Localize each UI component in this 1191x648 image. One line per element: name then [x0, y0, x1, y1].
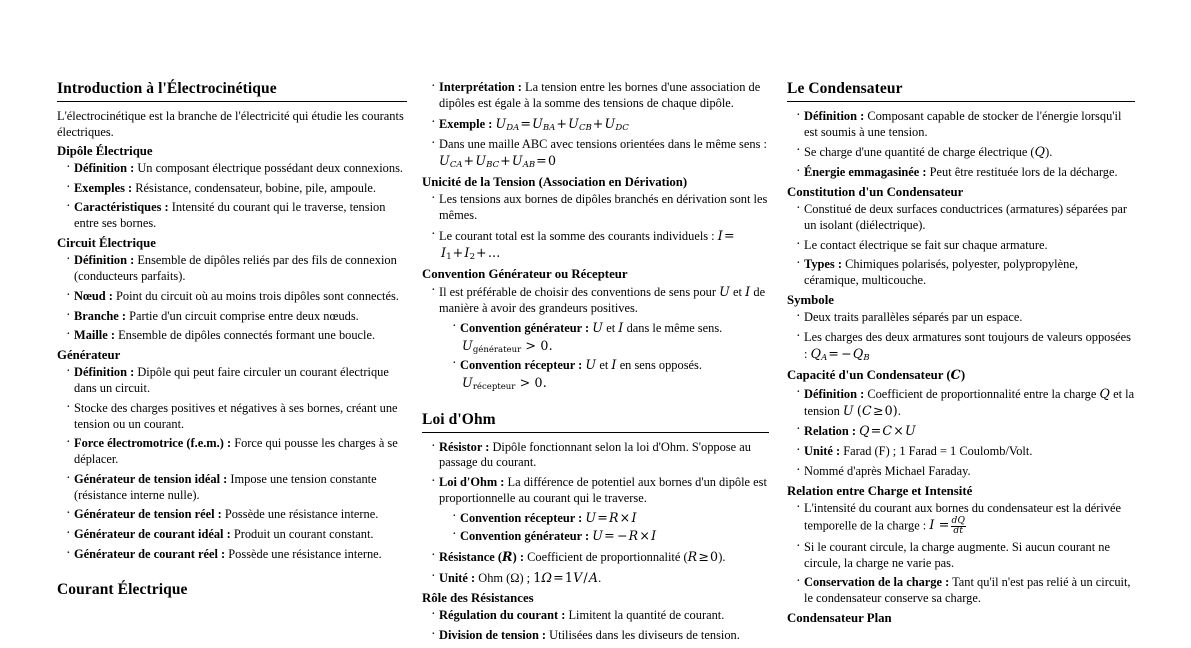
subscript-recepteur: récepteur	[472, 382, 516, 392]
formula-i-equals-dqdt	[929, 515, 967, 536]
item-label: Définition :	[74, 160, 135, 175]
list-item	[797, 202, 1135, 234]
list-item	[67, 200, 407, 232]
list-item	[67, 309, 407, 325]
list-interpretation	[422, 80, 769, 171]
item-label: Générateur de courant idéal :	[74, 527, 231, 542]
item-label-b: ) :	[512, 550, 525, 565]
var-u: U	[462, 375, 473, 391]
item-label: Nœud :	[74, 288, 113, 303]
list-item	[67, 365, 407, 397]
item-text: Tant qu'il n'est pas relié à un circuit, le condensateur conserve sa charge.	[804, 575, 1131, 606]
list-item	[67, 436, 407, 468]
subheading-condensateur-plan: Condensateur Plan	[787, 610, 892, 625]
item-label: Générateur de courant réel :	[74, 546, 226, 561]
item-label: Définition :	[74, 253, 135, 268]
item-text: Possède une résistance interne.	[224, 507, 379, 522]
list-dipole-electrique	[57, 161, 407, 232]
item-text-b: ).	[718, 550, 726, 565]
list-item	[432, 192, 769, 224]
item-text: Dipôle fonctionnant selon la loi d'Ohm. S'oppose au passage du courant.	[439, 439, 751, 470]
item-text: Constitué de deux surfaces conductrices (armatures) séparées par un isolant (diélectrique).	[804, 202, 1128, 232]
list-item-charge	[797, 144, 1135, 161]
list-item-unite-ohm	[432, 570, 769, 587]
item-label: Division de tension :	[439, 627, 547, 642]
list-item	[67, 547, 407, 563]
item-text: La tension entre les bornes d'une association de dipôles est égale à la somme des tensions de chaque dipôle.	[439, 80, 761, 110]
item-label: Exemple :	[439, 116, 493, 131]
item-text: Chimiques polarisés, polyester, polypropylène, céramique, multicouche.	[804, 257, 1078, 288]
var-r: R	[501, 549, 513, 565]
list-capacite	[787, 386, 1135, 480]
item-label: Générateur de tension idéal :	[74, 471, 228, 486]
column-middle	[422, 80, 769, 648]
title-part-b: )	[960, 368, 966, 383]
formula-charges-opposees: $Q_A= -Q_B$	[810, 345, 870, 363]
list-item	[67, 472, 407, 504]
section-title-condensateur: Le Condensateur	[787, 80, 903, 97]
list-item	[67, 181, 407, 197]
list-item	[67, 289, 407, 305]
list-item	[67, 401, 407, 433]
item-text-a: Coefficient de proportionnalité entre la charge	[867, 386, 1097, 401]
subheading-dipole-electrique: Dipôle Électrique	[57, 143, 153, 158]
list-constitution	[787, 202, 1135, 289]
list-convention	[422, 284, 769, 392]
list-generateur	[57, 365, 407, 562]
formula-exemple-tension: $U_{DA}=U_{BA}+U_{CB}+U_{DC}$	[495, 115, 629, 133]
conjunction: et	[606, 320, 616, 335]
section-title-introduction: Introduction à l'Électrocinétique	[57, 80, 277, 97]
item-label: Convention générateur :	[460, 529, 590, 544]
list-item	[432, 80, 769, 112]
item-label: Énergie emmagasinée :	[804, 165, 927, 180]
item-text: Peut être restituée lors de la décharge.	[929, 165, 1118, 180]
formula-capacite-nonneg: (C≥0)	[856, 402, 898, 418]
item-label: Unité :	[804, 444, 841, 459]
formula-ohm-generateur: U= −R×I	[592, 528, 657, 544]
var-u: U	[592, 319, 604, 335]
item-text: Possède une résistance interne.	[228, 546, 382, 561]
subscript-generateur: générateur	[472, 344, 522, 355]
inequality: > 0.	[525, 337, 553, 353]
item-text: Farad (F) ; 1 Farad = 1 Coulomb/Volt.	[843, 444, 1033, 459]
subheading-symbole: Symbole	[787, 292, 834, 307]
list-item-resistance	[432, 549, 769, 566]
item-text: L'intensité du courant aux bornes du condensateur est la dérivée temporelle de la charge :	[804, 500, 1122, 532]
item-text: Nommé d'après Michael Faraday.	[804, 463, 971, 478]
var-q: Q	[1099, 385, 1111, 401]
list-item	[797, 257, 1135, 289]
sublist-conventions	[439, 320, 769, 393]
list-item-relation-qcu	[797, 423, 1135, 440]
var-u: U	[842, 402, 854, 418]
fraction-dq-dt	[951, 517, 967, 536]
item-label: Exemples :	[74, 180, 133, 195]
item-label: Caractéristiques :	[74, 200, 169, 215]
item-label: Résistor :	[439, 439, 490, 454]
var-i-equals: I =	[929, 516, 950, 532]
list-item	[67, 253, 407, 285]
item-text: Impose une tension constante (résistance interne nulle).	[74, 471, 377, 502]
item-label: Convention générateur :	[460, 320, 590, 335]
list-circuit-electrique	[57, 253, 407, 344]
var-i: I	[745, 284, 751, 300]
var-i: I	[618, 319, 624, 335]
item-label: Maille :	[74, 328, 115, 343]
list-item-definition-capacite	[797, 386, 1135, 420]
fraction-numerator: dQ	[951, 515, 966, 526]
sublist-ohm-conventions	[439, 510, 769, 546]
item-text-c: .	[897, 403, 902, 418]
item-label: Force électromotrice (f.e.m.) :	[74, 436, 232, 451]
item-label: Définition :	[804, 108, 865, 123]
item-label: Conservation de la charge :	[804, 575, 950, 590]
list-item	[432, 628, 769, 644]
var-c: C	[950, 367, 961, 383]
subheading-capacite-condensateur	[787, 367, 1135, 383]
list-symbole	[787, 310, 1135, 363]
section-title-loi-ohm: Loi d'Ohm	[422, 410, 496, 428]
item-label-a: Résistance (	[439, 550, 502, 565]
list-item-maille	[432, 137, 769, 170]
item-text: Les charges des deux armatures sont toujours de valeurs opposées :	[804, 330, 1132, 361]
item-text: Résistance, condensateur, bobine, pile, ampoule.	[135, 180, 376, 195]
list-item	[67, 328, 407, 344]
item-text: Le courant total est la somme des courants individuels :	[439, 228, 715, 243]
list-item-loi-ohm	[432, 475, 769, 545]
subheading-convention-generateur-recepteur: Convention Générateur ou Récepteur	[422, 267, 628, 282]
item-text: Il est préférable de choisir des conventions de sens pour	[439, 285, 716, 300]
fraction-denominator: dt	[953, 525, 964, 536]
item-label: Définition :	[804, 386, 865, 401]
item-text-b: ).	[1045, 145, 1053, 160]
item-text: Intensité du courant qui le traverse, tension entre ses bornes.	[74, 200, 386, 231]
list-item	[797, 310, 1135, 326]
item-text: Dans une maille ABC avec tensions orientées dans le même sens :	[439, 137, 767, 152]
formula-u-generateur-positive	[462, 338, 769, 356]
list-item-convention-intro	[432, 284, 769, 392]
item-text-cont: de manière à avoir des grandeurs positives.	[439, 285, 766, 316]
item-text: Ensemble de dipôles connectés formant une boucle.	[118, 328, 376, 343]
item-label: Convention récepteur :	[460, 510, 583, 525]
item-label: Régulation du courant :	[439, 608, 566, 623]
list-item-convention-recepteur	[453, 357, 769, 392]
item-text: Composant capable de stocker de l'énergie lorsqu'il est soumis à une tension.	[804, 108, 1122, 139]
list-item	[797, 109, 1135, 141]
item-text-b: .	[598, 570, 602, 585]
list-item-conservation	[797, 575, 1135, 607]
title-part-a: Capacité d'un Condensateur (	[787, 368, 951, 383]
item-text: Dipôle qui peut faire circuler un courant électrique dans un circuit.	[74, 365, 389, 396]
item-text: Produit un courant constant.	[233, 527, 374, 542]
var-u: U	[719, 284, 730, 300]
list-item-example	[432, 116, 769, 134]
item-text: en sens opposés.	[619, 358, 702, 373]
item-text: Le contact électrique se fait sur chaque armature.	[804, 237, 1048, 252]
item-text: Partie d'un circuit comprise entre deux nœuds.	[129, 308, 359, 323]
item-text-b: et la tension	[804, 386, 1135, 418]
subheading-relation-charge-intensite: Relation entre Charge et Intensité	[787, 483, 973, 498]
var-q: Q	[1034, 144, 1046, 160]
list-condensateur-definition	[787, 109, 1135, 181]
subheading-role-resistances: Rôle des Résistances	[422, 590, 534, 605]
inequality: > 0.	[519, 375, 547, 391]
item-text: Si le courant circule, la charge augmente. Si aucun courant ne circule, la charge ne varie pas.	[804, 539, 1110, 570]
list-item-energie	[797, 165, 1135, 181]
item-text: Stocke des charges positives et négatives à ses bornes, créant une tension ou un courant.	[74, 400, 398, 431]
formula-courant-total-lhs: I=	[717, 227, 735, 243]
formula-u-recepteur-positive	[462, 375, 769, 393]
item-label: Interprétation :	[439, 80, 522, 94]
item-text: Limitent la quantité de courant.	[568, 608, 725, 623]
list-item	[67, 161, 407, 177]
list-role-resistances	[422, 608, 769, 644]
item-label: Générateur de tension réel :	[74, 507, 222, 522]
formula-resistance-nonneg: R≥0	[687, 549, 719, 565]
formula-maille-abc: $U_{CA}+U_{BC}+U_{AB}=0$	[439, 152, 557, 170]
section-rule	[422, 432, 769, 433]
column-right	[787, 80, 1135, 648]
subheading-unicite-tension: Unicité de la Tension (Association en Dérivation)	[422, 174, 688, 189]
section-rule	[787, 101, 1135, 102]
conjunction: et	[733, 285, 742, 300]
subheading-generateur: Générateur	[57, 348, 121, 362]
item-text: Force qui pousse les charges à se déplacer.	[74, 436, 398, 467]
list-item-convention-generateur	[453, 320, 769, 355]
list-item-convention-generateur-formula	[453, 528, 769, 545]
list-item	[432, 608, 769, 624]
item-text: Deux traits parallèles séparés par un espace.	[804, 310, 1023, 325]
section-rule	[57, 101, 407, 102]
subheading-constitution-condensateur: Constitution d'un Condensateur	[787, 184, 964, 199]
list-item	[67, 527, 407, 543]
item-label: Branche :	[74, 308, 126, 323]
item-text-a: Se charge d'une quantité de charge électrique (	[804, 145, 1035, 160]
item-label: Relation :	[804, 424, 856, 439]
item-text-a: Coefficient de proportionnalité (	[527, 550, 688, 565]
conjunction: et	[599, 358, 609, 373]
list-item	[67, 507, 407, 523]
list-item	[432, 440, 769, 472]
column-left	[57, 80, 407, 648]
list-item-charges-opposees	[797, 330, 1135, 363]
item-text-a: Ohm (Ω) ;	[478, 570, 531, 585]
three-column-layout	[0, 80, 1191, 648]
item-label: Loi d'Ohm :	[439, 475, 505, 490]
item-text: Ensemble de dipôles reliés par des fils de connexion (conducteurs parfaits).	[74, 253, 397, 283]
item-text: Les tensions aux bornes de dipôles branchés en dérivation sont les mêmes.	[439, 192, 768, 222]
formula-q-equals-cu: Q=C×U	[859, 423, 916, 439]
section-title-courant-electrique: Courant Électrique	[57, 580, 188, 598]
item-label: Unité :	[439, 570, 476, 585]
var-i: I	[611, 357, 617, 373]
var-u: U	[585, 357, 597, 373]
list-item-courant-total	[432, 228, 769, 263]
item-text: Utilisées dans les diviseurs de tension.	[549, 627, 740, 642]
subheading-circuit-electrique: Circuit Électrique	[57, 235, 156, 250]
list-item-convention-recepteur-formula	[453, 510, 769, 527]
intro-paragraph: L'électrocinétique est la branche de l'électricité qui étudie les courants électriques.	[57, 108, 404, 139]
item-text: Un composant électrique possédant deux connexions.	[137, 160, 403, 175]
item-label: Convention récepteur :	[460, 358, 583, 373]
formula-ohm-recepteur: U=R×I	[585, 509, 637, 525]
list-item-unite-farad	[797, 444, 1135, 460]
list-relation-charge-intensite	[787, 501, 1135, 607]
list-item	[797, 238, 1135, 254]
list-item-derivee	[797, 501, 1135, 536]
list-unicite-tension	[422, 192, 769, 263]
item-text: La différence de potentiel aux bornes d'un dipôle est proportionnelle au courant qui le traverse.	[439, 475, 767, 505]
formula-ohm-equivalence: 1Ω=1V/A	[533, 569, 599, 585]
item-text: Point du circuit où au moins trois dipôles sont connectés.	[116, 288, 399, 303]
list-loi-ohm	[422, 440, 769, 587]
list-item	[797, 540, 1135, 572]
item-label: Définition :	[74, 365, 135, 380]
item-text: dans le même sens.	[626, 320, 723, 335]
list-item-faraday	[797, 464, 1135, 480]
item-label: Types :	[804, 257, 842, 272]
formula-courant-total-rhs: $I_1+I_2+$...	[441, 245, 501, 263]
var-u: U	[462, 337, 473, 353]
